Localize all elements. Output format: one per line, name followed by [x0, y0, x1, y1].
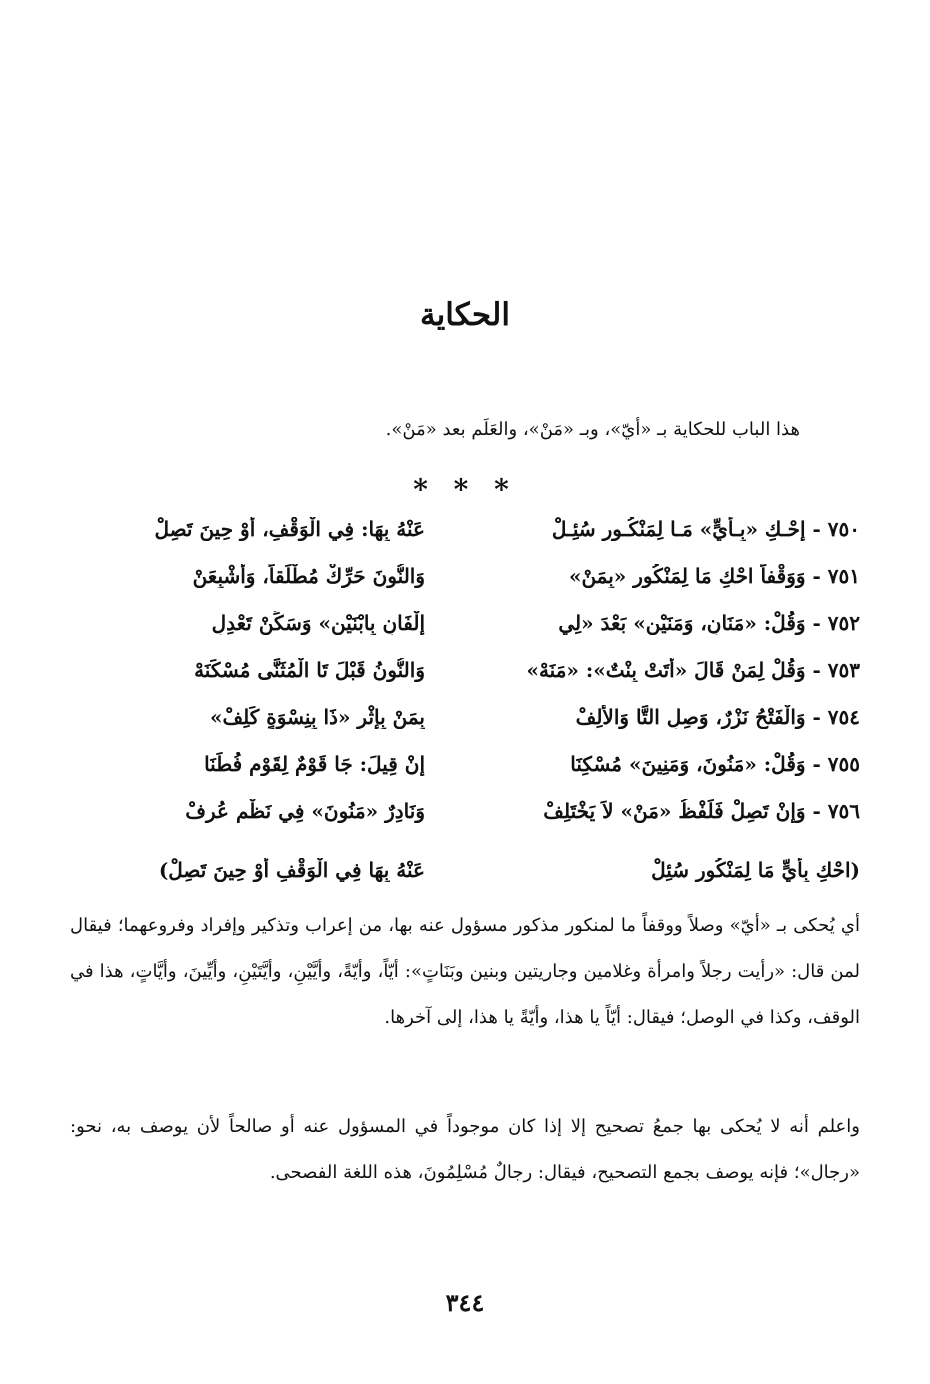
- chapter-title: الحكاية: [420, 297, 510, 333]
- verse-first-hemistich: ٧٥٦ - وَإِنْ تَصِلْ فَلَفْظُ «مَنْ» لاَ يَخْتَلِفْ: [543, 798, 860, 823]
- verse-line: [70, 787, 860, 834]
- verse-line: [70, 740, 860, 787]
- commentary-paragraph: أي يُحكى بـ «أيّ» وصلاً ووقفاً ما لمنكور مذكور مسؤول عنه بها، من إعراب وتذكير وإفراد وفروعهما؛ فيقال لمن قال: «رأيت رجلاً وامرأة وغلامين وجاريتين وبنين وبَنَاتٍ»: أيّاً، وأيّةً، وأيَّيْنِ، وأيَّتَيْنِ، وأيِّينَ، وأيَّاتٍ، هذا في الوقف، وكذا في الوصل؛ فيقال: أيّاً يا هذا، وأيّةً يا هذا، إلى آخرها.: [70, 915, 860, 1028]
- quoted-verse-first-hemistich: (احْكِ بِأَيٍّ مَا لِمَنْكُورٍ سُئِلْ: [651, 857, 860, 882]
- verse-line: [70, 599, 860, 646]
- verse-second-hemistich: إِنْ قِيلَ: جَا قَوْمٌ لِقَوْمٍ فُطَنَا: [204, 751, 425, 776]
- verse-second-hemistich: عَنْهُ بِهَا: فِي الْوَقْفِ، أَوْ حِينَ تَصِلْ: [154, 516, 425, 541]
- verse-first-hemistich: ٧٥١ - وَوَقْفاً احْكِ مَا لِمَنْكُورٍ «بِمَنْ»: [568, 563, 860, 588]
- verse-second-hemistich: إِلْفَانِ بِابْنَيْنِ» وَسَكِّنْ تَعْدِلِ: [211, 610, 425, 635]
- verse-first-hemistich: ٧٥٠ - إحْـكِ «بِـأَيٍّ» مَـا لِمَنْكُـورٍ سُئِـلْ: [551, 516, 860, 541]
- verse-line: [70, 552, 860, 599]
- verse-first-hemistich: ٧٥٣ - وَقُلْ لِمَنْ قَالَ «أَتَتْ بِنْتٌ»: «مَنَهْ»: [526, 657, 860, 682]
- verse-second-hemistich: بِمَنْ بِإِثْرِ «ذَا بِنِسْوَةٍ كَلِفْ»: [209, 704, 425, 729]
- verse-second-hemistich: وَالنُّونُ قَبْلَ تَا الْمُثَنَّى مُسْكَنَهْ: [194, 657, 425, 682]
- page-number: ٣٤٤: [445, 1288, 485, 1317]
- verse-first-hemistich: ٧٥٥ - وَقُلْ: «مَنُونَ، وَمَنِينَ» مُسْكِنَا: [570, 751, 860, 776]
- verse-second-hemistich: وَالنُّونَ حَرِّكْ مُطْلَقاً، وَأَشْبِعَنْ: [192, 563, 425, 588]
- section-separator: * * *: [413, 473, 517, 506]
- verse-line: [70, 693, 860, 740]
- commentary-paragraph: واعلم أنه لا يُحكى بها جمعُ تصحيح إلا إذا كان موجوداً في المسؤول عنه أو صالحاً لأن يوصف به، نحو: «رجال»؛ فإنه يوصف بجمع التصحيح، فيقال: رجالٌ مُسْلِمُونَ، هذه اللغة الفصحى.: [70, 1116, 860, 1183]
- verse-line: [70, 505, 860, 552]
- verse-second-hemistich: وَنَادِرٌ «مَنُونَ» فِي نَظْمٍ عُرِفْ: [185, 798, 425, 823]
- verse-first-hemistich: ٧٥٤ - وَالْفَتْحُ نَزْرٌ، وَصِلِ التَّا وَالأَلِفْ: [575, 704, 860, 729]
- intro-text: هذا الباب للحكاية بـ «أيّ»، وبـ «مَنْ»، والعَلَم بعد «مَنْ».: [385, 419, 800, 440]
- verse-line: [70, 646, 860, 693]
- quoted-verse: [70, 847, 860, 892]
- verse-block: [70, 505, 860, 892]
- quoted-verse-second-hemistich: عَنْهُ بِهَا فِي الْوَقْفِ أَوْ حِينَ تَصِلْ): [158, 857, 425, 882]
- verse-first-hemistich: ٧٥٢ - وَقُلْ: «مَنَانِ، وَمَنَيْنِ» بَعْدَ «لِي: [558, 610, 860, 635]
